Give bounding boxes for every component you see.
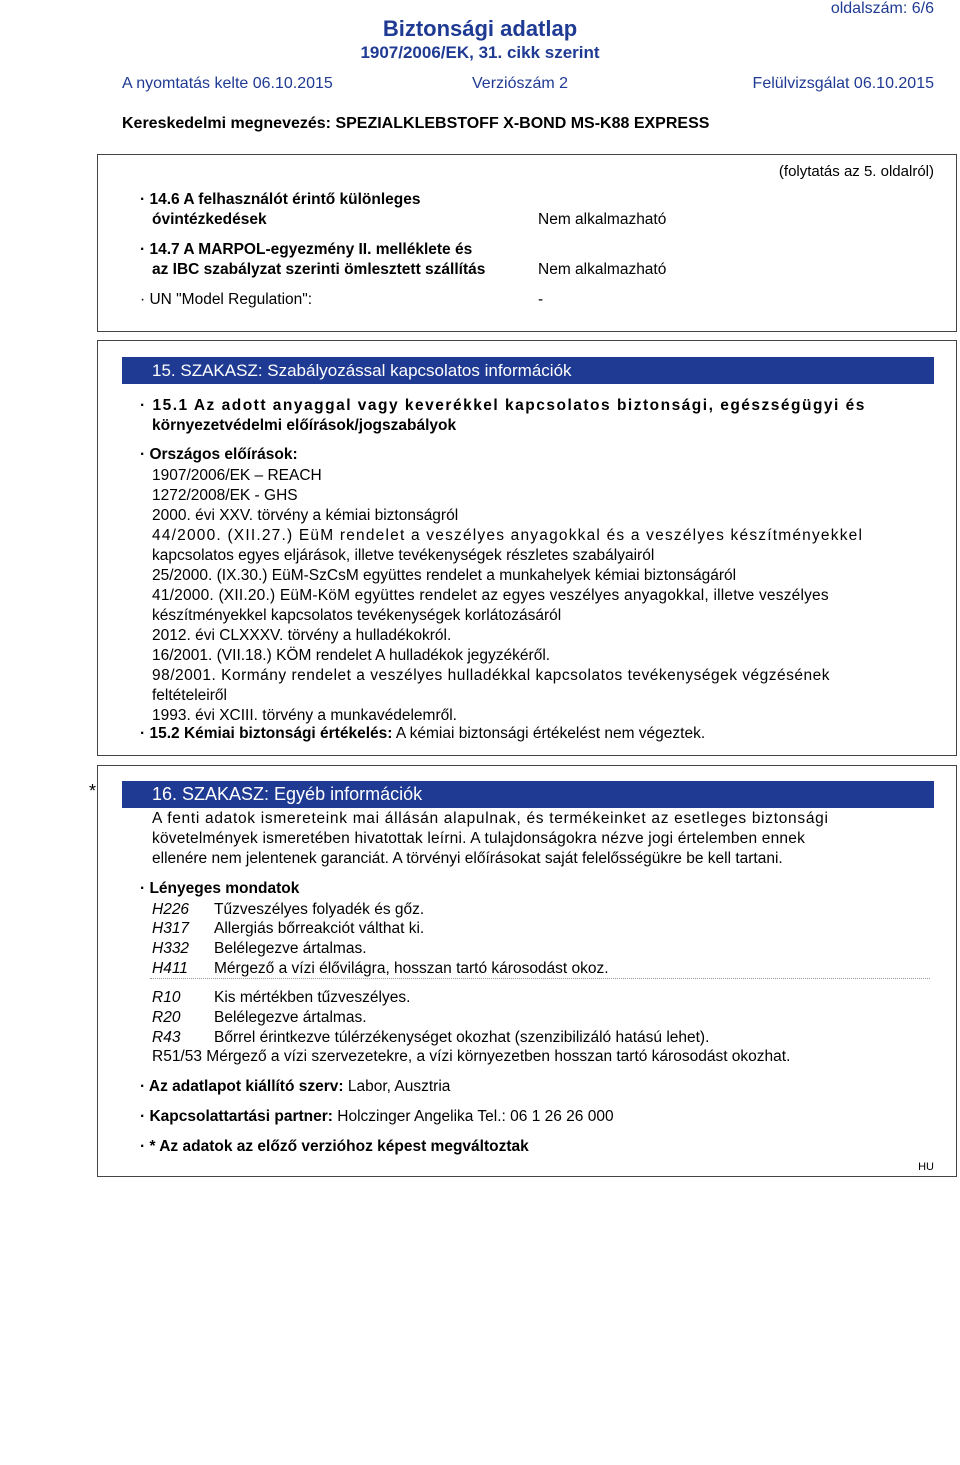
r-phrase-code: R20 [152,1009,181,1026]
regulation-line: 16/2001. (VII.18.) KÖM rendelet A hulladékok jegyzékéről. [152,647,551,664]
regulation-line: 41/2000. (XII.20.) EüM-KöM együttes rendelet az egyes veszélyes anyagokkal, illetve veszélyes [152,587,829,604]
item-15-1-label: · 15.1 Az adott anyaggal vagy keverékkel kapcsolatos biztonsági, egészségügyi és [140,397,866,414]
section-15-title: 15. SZAKASZ: Szabályozással kapcsolatos információk [122,357,934,384]
changed-marker: * [89,781,97,801]
document-regulation: 1907/2006/EK, 31. cikk szerint [360,43,600,62]
regulation-line: 1907/2006/EK – REACH [152,467,322,484]
changes-note: · * Az adatok az előző verzióhoz képest megváltoztak [140,1138,529,1155]
r-phrase-text: Kis mértékben tűzveszélyes. [214,989,411,1006]
print-date: A nyomtatás kelte 06.10.2015 [122,75,333,92]
item-15-2-label: · 15.2 Kémiai biztonsági értékelés: [140,725,393,742]
language-code: HU [918,1161,934,1173]
issuer-row [140,1078,450,1096]
regulation-line: 1272/2008/EK - GHS [152,487,298,504]
page-number: oldalszám: 6/6 [830,0,934,17]
continued-note: (folytatás az 5. oldalról) [778,163,934,180]
regulation-line: 98/2001. Kormány rendelet a veszélyes hulladékkal kapcsolatos tevékenységek végzésének [152,667,831,684]
regulation-line: feltételeiről [152,687,227,704]
issuer-value: Labor, Ausztria [347,1078,451,1095]
h-phrase-text: Tűzveszélyes folyadék és gőz. [214,901,425,918]
un-model-value: - [538,291,544,308]
intro-line: ellenére nem jelentenek garanciát. A törvényi előírásokat saját felelősségükre be kell tartani. [152,850,783,867]
r-phrase-code: R43 [152,1029,181,1046]
regulation-line: 2012. évi CLXXXV. törvény a hulladékokról. [152,627,452,644]
item-15-2 [140,725,705,743]
r-phrase-51-53: R51/53 Mérgező a vízi szervezetekre, a vízi környezetben hosszan tartó károsodást okozhat. [152,1048,791,1065]
trade-name: Kereskedelmi megnevezés: SPEZIALKLEBSTOFF X-BOND MS-K88 EXPRESS [122,115,710,132]
r-phrase-text: Belélegezve ártalmas. [214,1009,367,1026]
item-14-6-label-2: óvintézkedések [152,211,267,228]
h-phrase-code: H317 [152,920,190,937]
h-phrase-code: H332 [152,940,190,957]
revision-date: Felülvizsgálat 06.10.2015 [752,75,934,92]
regulation-line: készítményekkel kapcsolatos tevékenységek korlátozásáról [152,607,562,624]
item-14-7-label: · 14.7 A MARPOL-egyezmény II. melléklete és [140,241,473,258]
regulation-line: 2000. évi XXV. törvény a kémiai biztonságról [152,507,459,524]
h-phrase-code: H411 [152,960,188,977]
h-phrase-code: H226 [152,901,190,918]
item-15-1-label-2: környezetvédelmi előírások/jogszabályok [152,417,457,434]
contact-label: · Kapcsolattartási partner: [140,1108,333,1125]
issuer-label: · Az adatlapot kiállító szerv: [140,1078,344,1095]
version-number: Verziószám 2 [472,75,569,92]
regulation-line: 25/2000. (IX.30.) EüM-SzCsM együttes rendelet a munkahelyek kémiai biztonságáról [152,567,737,584]
document-title: Biztonsági adatlap [382,16,578,41]
section-16-title: 16. SZAKASZ: Egyéb információk [122,781,934,808]
h-phrase-text: Mérgező a vízi élővilágra, hosszan tartó károsodást okoz. [214,960,609,977]
r-phrase-code: R10 [152,989,181,1006]
intro-line: követelmények ismeretében hivatottak leírni. A tulajdonságokra nézve jogi értelemben ennek [152,830,806,847]
regulation-line: 44/2000. (XII.27.) EüM rendelet a veszélyes anyagokkal és a veszélyes készítményekkel [152,527,864,544]
dotted-divider [150,978,930,979]
item-14-7-label-2: az IBC szabályzat szerinti ömlesztett szállítás [152,261,486,278]
regulation-line: kapcsolatos egyes eljárások, illetve tevékenységek részletes szabályairól [152,547,655,564]
contact-value: Holczinger Angelika Tel.: 06 1 26 26 000 [337,1108,614,1125]
item-14-6-label: · 14.6 A felhasználót érintő különleges [140,191,421,208]
item-14-7-value: Nem alkalmazható [538,261,667,278]
h-phrase-text: Allergiás bőrreakciót válthat ki. [214,920,425,937]
national-regulations-label: · Országos előírások: [140,446,298,463]
phrases-title: · Lényeges mondatok [140,880,300,897]
r-phrase-text: Bőrrel érintkezve túlérzékenységet okozhat (szenzibilizáló hatású lehet). [214,1029,710,1046]
un-model-label: · UN "Model Regulation": [140,291,313,308]
contact-row [140,1108,614,1126]
item-15-2-value: A kémiai biztonsági értékelést nem végeztek. [395,725,706,742]
regulation-line: 1993. évi XCIII. törvény a munkavédelemről. [152,707,457,724]
item-14-6-value: Nem alkalmazható [538,211,667,228]
h-phrase-text: Belélegezve ártalmas. [214,940,367,957]
intro-line: A fenti adatok ismereteink mai állásán alapulnak, és termékeinket az esetleges biztonsági [152,810,829,827]
